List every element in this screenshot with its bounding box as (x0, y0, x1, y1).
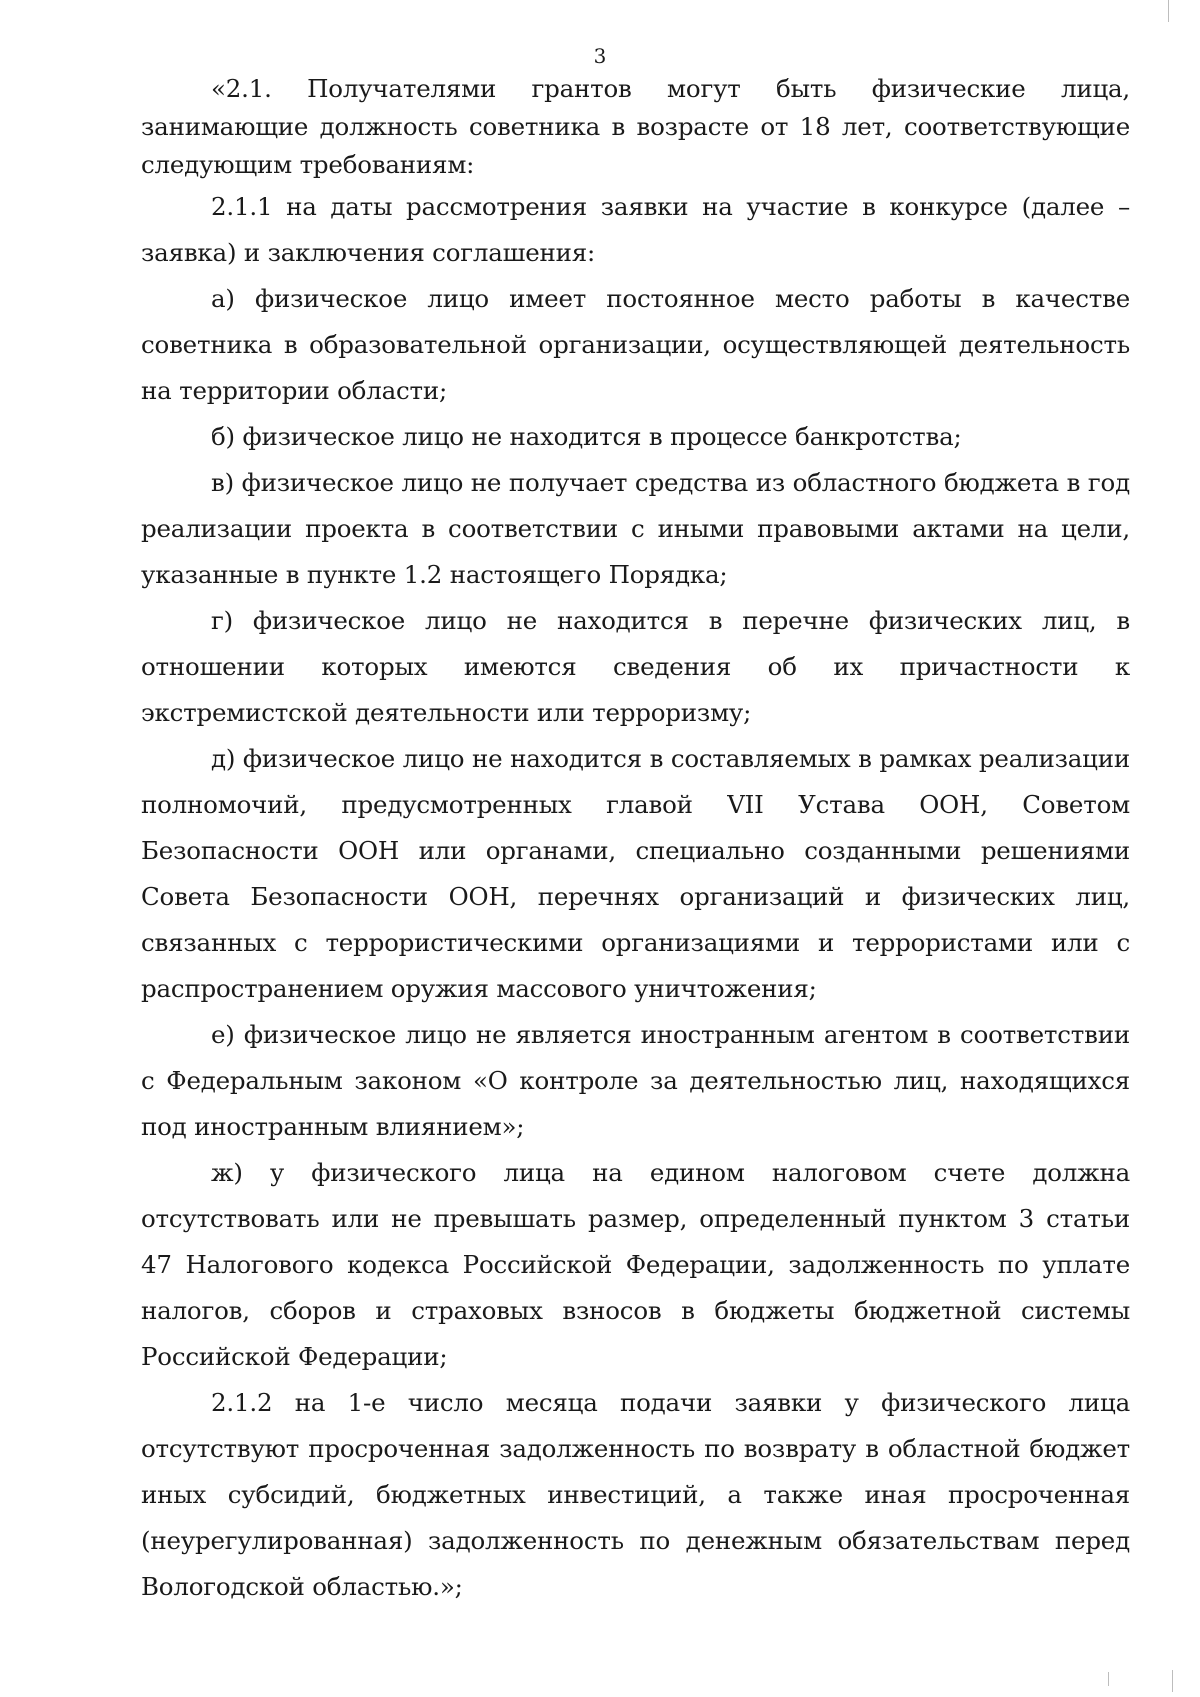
paragraph-item-b: б) физическое лицо не находится в процессе банкротства; (211, 422, 962, 451)
scan-edge-mark (1108, 1672, 1109, 1686)
paragraph-2-1: «2.1. Получателями грантов могут быть физические лица, занимающие должность советника в возрасте от 18 лет, соответствующие следующим требованиям: (141, 74, 1130, 179)
paragraph-item-e: е) физическое лицо не является иностранным агентом в соответствии с Федеральным законом «О контроле за деятельностью лиц, находящихся под иностранным влиянием»; (141, 1020, 1130, 1141)
scan-edge-mark (1172, 1670, 1173, 1692)
paragraph-item-zh: ж) у физического лица на едином налоговом счете должна отсутствовать или не превышать размер, определенный пунктом 3 статьи 47 Налогового кодекса Российской Федерации, задолженность по уплате налогов, сборов и страховых взносов в бюджеты бюджетной системы Российской Федерации; (141, 1158, 1130, 1371)
paragraph-2-1-2: 2.1.2 на 1-е число месяца подачи заявки у физического лица отсутствуют просроченная задолженность по возврату в областной бюджет иных субсидий, бюджетных инвестиций, а также иная просроченная (неурегулированная) задолженность по денежным обязательствам перед Вологодской областью.»; (141, 1388, 1130, 1601)
paragraph-item-v: в) физическое лицо не получает средства из областного бюджета в год реализации проекта в соответствии с иными правовыми актами на цели, указанные в пункте 1.2 настоящего Порядка; (141, 468, 1130, 589)
document-body (141, 70, 1130, 1610)
page-number: 3 (593, 44, 607, 68)
paragraph-item-d: д) физическое лицо не находится в составляемых в рамках реализации полномочий, предусмотренных главой VII Устава ООН, Советом Безопасности ООН или органами, специально созданными решениями Совета Безопасности ООН, перечнях организаций и физических лиц, связанных с террористическими организациями и террористами или с распространением оружия массового уничтожения; (141, 744, 1130, 1003)
paragraph-item-a: а) физическое лицо имеет постоянное место работы в качестве советника в образовательной организации, осуществляющей деятельность на территории области; (141, 284, 1130, 405)
scan-edge-mark (1168, 0, 1169, 22)
paragraph-item-g: г) физическое лицо не находится в перечне физических лиц, в отношении которых имеются сведения об их причастности к экстремистской деятельности или терроризму; (141, 606, 1130, 727)
paragraph-2-1-1: 2.1.1 на даты рассмотрения заявки на участие в конкурсе (далее – заявка) и заключения соглашения: (141, 192, 1130, 267)
